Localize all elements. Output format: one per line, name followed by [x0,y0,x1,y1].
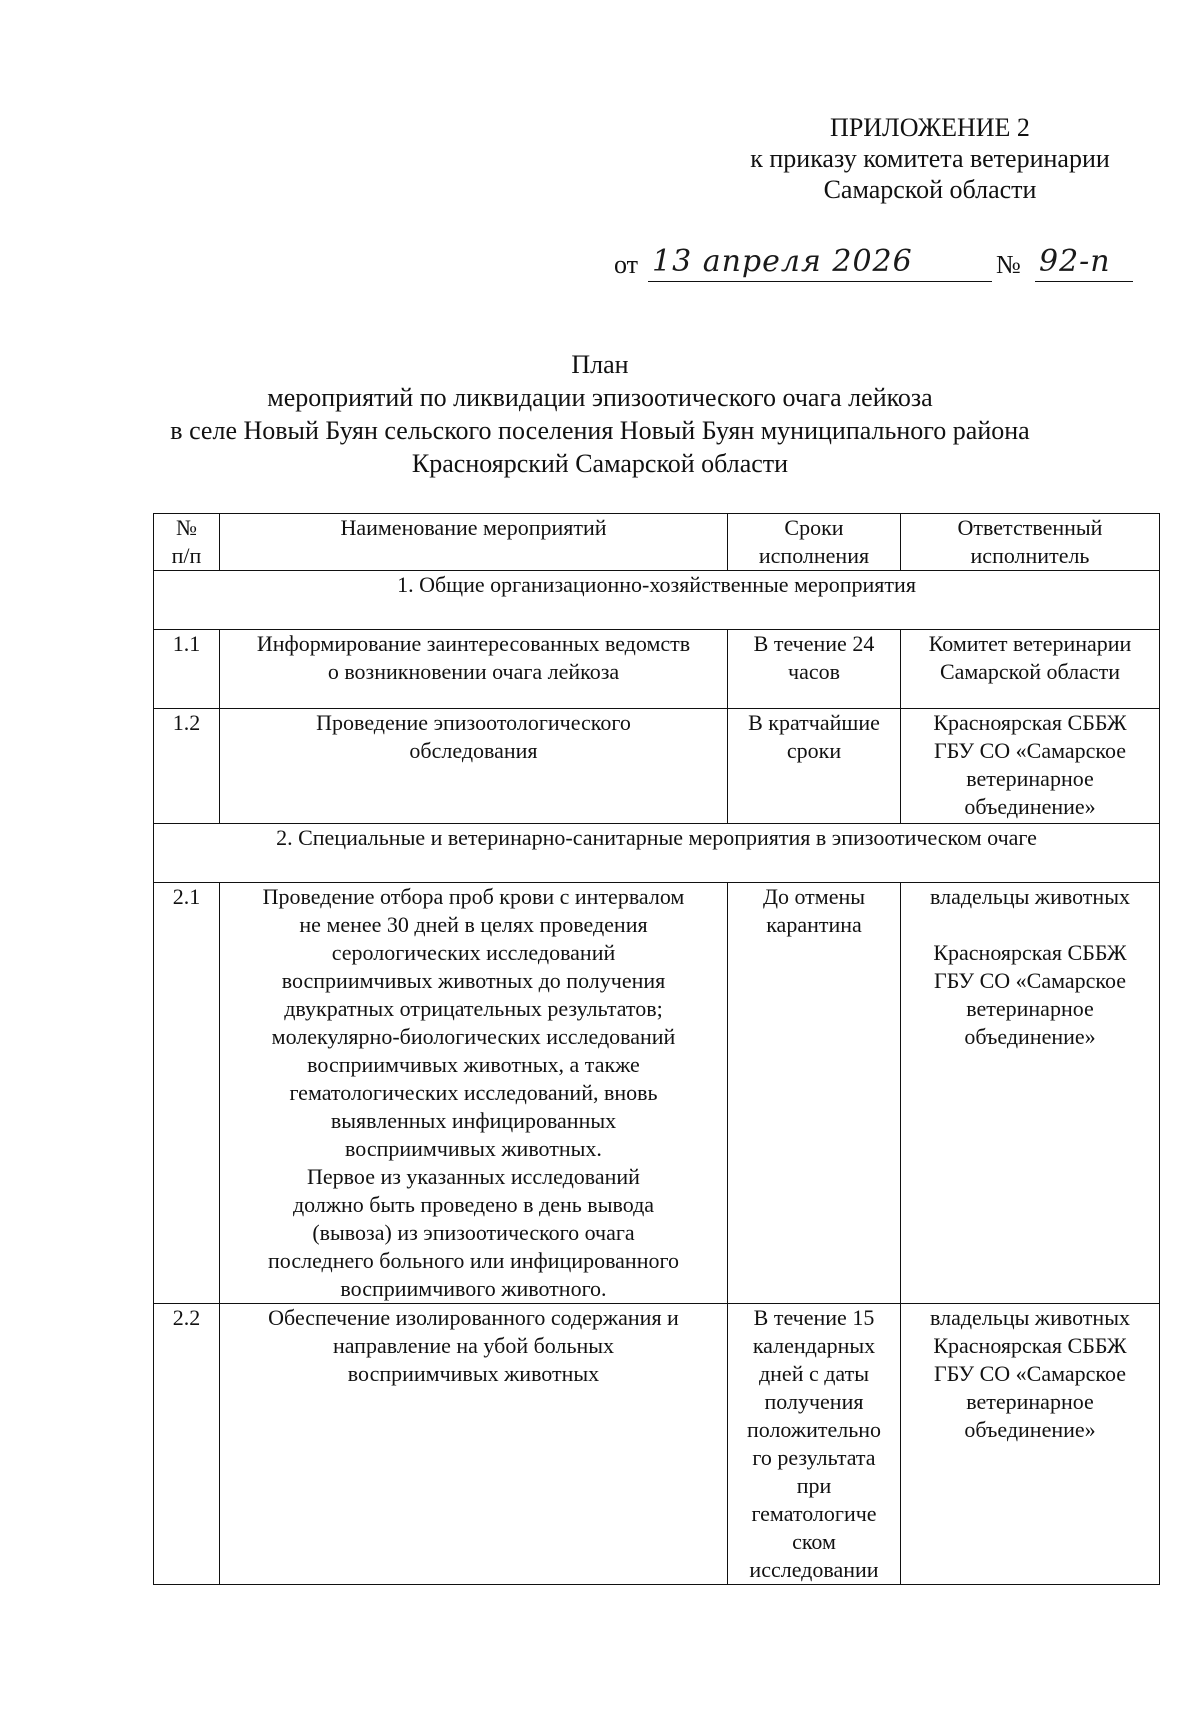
row-name [220,630,728,709]
row-name-line: восприимчивых животных до получения [281,968,666,993]
row-name-line: должно быть проведено в день вывода [292,1192,655,1217]
row-name-line: Проведение эпизоотологического [316,710,631,735]
row-name [220,709,728,824]
order-date-field [648,241,992,282]
header-name-text: Наименование мероприятий [340,515,607,540]
table-row [154,709,1160,824]
row-num: 2.2 [154,1304,220,1585]
header-resp-line-1: Ответственный [957,515,1103,540]
order-number-field [1035,241,1133,282]
row-term-line: сроки [786,738,842,763]
row-name-line: обследования [409,738,538,763]
section-row [154,824,1160,883]
row-term-line: при [796,1473,832,1498]
row-responsible [901,630,1160,709]
plan-subtitle-3: Красноярский Самарской области [411,449,789,478]
row-term-line: положительно [746,1417,882,1442]
row-responsible [901,883,1160,1304]
row-name-line: направление на убой больных [332,1333,615,1358]
row-term-line: В течение 15 [753,1305,875,1330]
row-name-line: восприимчивых животных [347,1361,600,1386]
order-number-label: № [996,250,1021,279]
row-term-line: В течение 24 [753,631,875,656]
row-term-line: гематологиче [751,1501,877,1526]
row-resp-line: Красноярская СББЖ [933,940,1127,965]
row-name-line: о возникновении очага лейкоза [327,659,620,684]
row-resp-line: владельцы животных [930,884,1130,909]
row-term-line: дней с даты [758,1361,870,1386]
row-resp-line: ветеринарное [966,996,1094,1021]
row-resp-line: объединение» [964,1024,1096,1049]
row-term [728,883,901,1304]
header-num-line-2: п/п [171,543,202,568]
row-name-line: восприимчивого животного. [340,1276,607,1301]
plan-subtitle-2: в селе Новый Буян сельского поселения Новый Буян муниципального района [170,416,1030,445]
row-name [220,1304,728,1585]
row-term-line: исследовании [749,1557,879,1582]
row-num: 1.1 [154,630,220,709]
row-term-line: часов [788,659,840,684]
row-resp-line: Самарской области [939,659,1121,684]
row-resp-line: ветеринарное [966,766,1094,791]
row-resp-spacer [907,911,1153,939]
row-resp-line: ГБУ СО «Самарское [933,738,1127,763]
row-name-line: восприимчивых животных. [345,1136,602,1161]
row-resp-line: ГБУ СО «Самарское [933,968,1127,993]
section-title: 2. Специальные и ветеринарно-санитарные мероприятия в эпизоотическом очаге [154,824,1160,883]
row-num: 1.2 [154,709,220,824]
row-name [220,883,728,1304]
row-term-line: карантина [766,912,862,937]
row-responsible [901,709,1160,824]
order-number-handwritten: 92-п [1039,244,1111,279]
row-resp-line: Комитет ветеринарии [928,631,1132,656]
row-name-line: выявленных инфицированных [330,1108,617,1133]
row-resp-line: ветеринарное [966,1389,1094,1414]
table-row [154,883,1160,1304]
row-name-line: Информирование заинтересованных ведомств [256,631,691,656]
row-name-line: Проведение отбора проб крови с интервалом [262,884,685,909]
table-row [154,1304,1160,1585]
plan-table [153,513,1160,1585]
order-date-handwritten: 13 апреля 2026 [652,244,913,279]
order-date-number-line [614,240,1134,286]
row-resp-line: Красноярская СББЖ [933,710,1127,735]
header-term-line-1: Сроки [784,515,844,540]
row-name-line: Обеспечение изолированного содержания и [268,1305,679,1330]
row-term-line: В кратчайшие [748,710,880,735]
row-resp-line: объединение» [964,794,1096,819]
section-row [154,571,1160,630]
plan-subtitle-1: мероприятий по ликвидации эпизоотического очага лейкоза [267,383,933,412]
appendix-title: ПРИЛОЖЕНИЕ 2 [830,113,1030,142]
table-row [154,630,1160,709]
row-name-line: не менее 30 дней в целях проведения [299,912,648,937]
table-header-row [154,514,1160,571]
header-num [154,514,220,571]
row-term-line: ском [792,1529,836,1554]
row-responsible [901,1304,1160,1585]
row-name-line: восприимчивых животных, а также [307,1052,640,1077]
row-resp-line: объединение» [964,1417,1096,1442]
row-name-line: гематологических исследований, вновь [289,1080,658,1105]
plan-title: План [571,350,629,379]
row-name-line: молекулярно-биологических исследований [271,1024,676,1049]
row-name-line: серологических исследований [331,940,616,965]
header-name [220,514,728,571]
appendix-line-1: к приказу комитета ветеринарии [750,144,1110,173]
row-term-line: До отмены [762,884,866,909]
plan-title-block [100,348,1100,480]
row-name-line: последнего больного или инфицированного [268,1248,679,1273]
row-name-line: Первое из указанных исследований [307,1164,640,1189]
row-num: 2.1 [154,883,220,1304]
row-name-line: (вывоза) из эпизоотического очага [312,1220,635,1245]
appendix-line-2: Самарской области [823,175,1037,204]
row-term [728,1304,901,1585]
appendix-header [730,112,1130,205]
row-resp-line: ГБУ СО «Самарское [933,1361,1127,1386]
row-resp-line: владельцы животных [930,1305,1130,1330]
row-name-line: двукратных отрицательных результатов; [284,996,663,1021]
header-num-line-1: № [176,515,197,540]
header-resp-line-2: исполнитель [970,543,1090,568]
row-term-line: получения [764,1389,864,1414]
section-title: 1. Общие организационно-хозяйственные мероприятия [154,571,1160,630]
row-term [728,630,901,709]
row-term [728,709,901,824]
header-responsible [901,514,1160,571]
header-term [728,514,901,571]
row-term-line: календарных [752,1333,876,1358]
header-term-line-2: исполнения [758,543,870,568]
row-term-line: го результата [752,1445,876,1470]
row-resp-line: Красноярская СББЖ [933,1333,1127,1358]
order-date-label: от [614,250,639,279]
